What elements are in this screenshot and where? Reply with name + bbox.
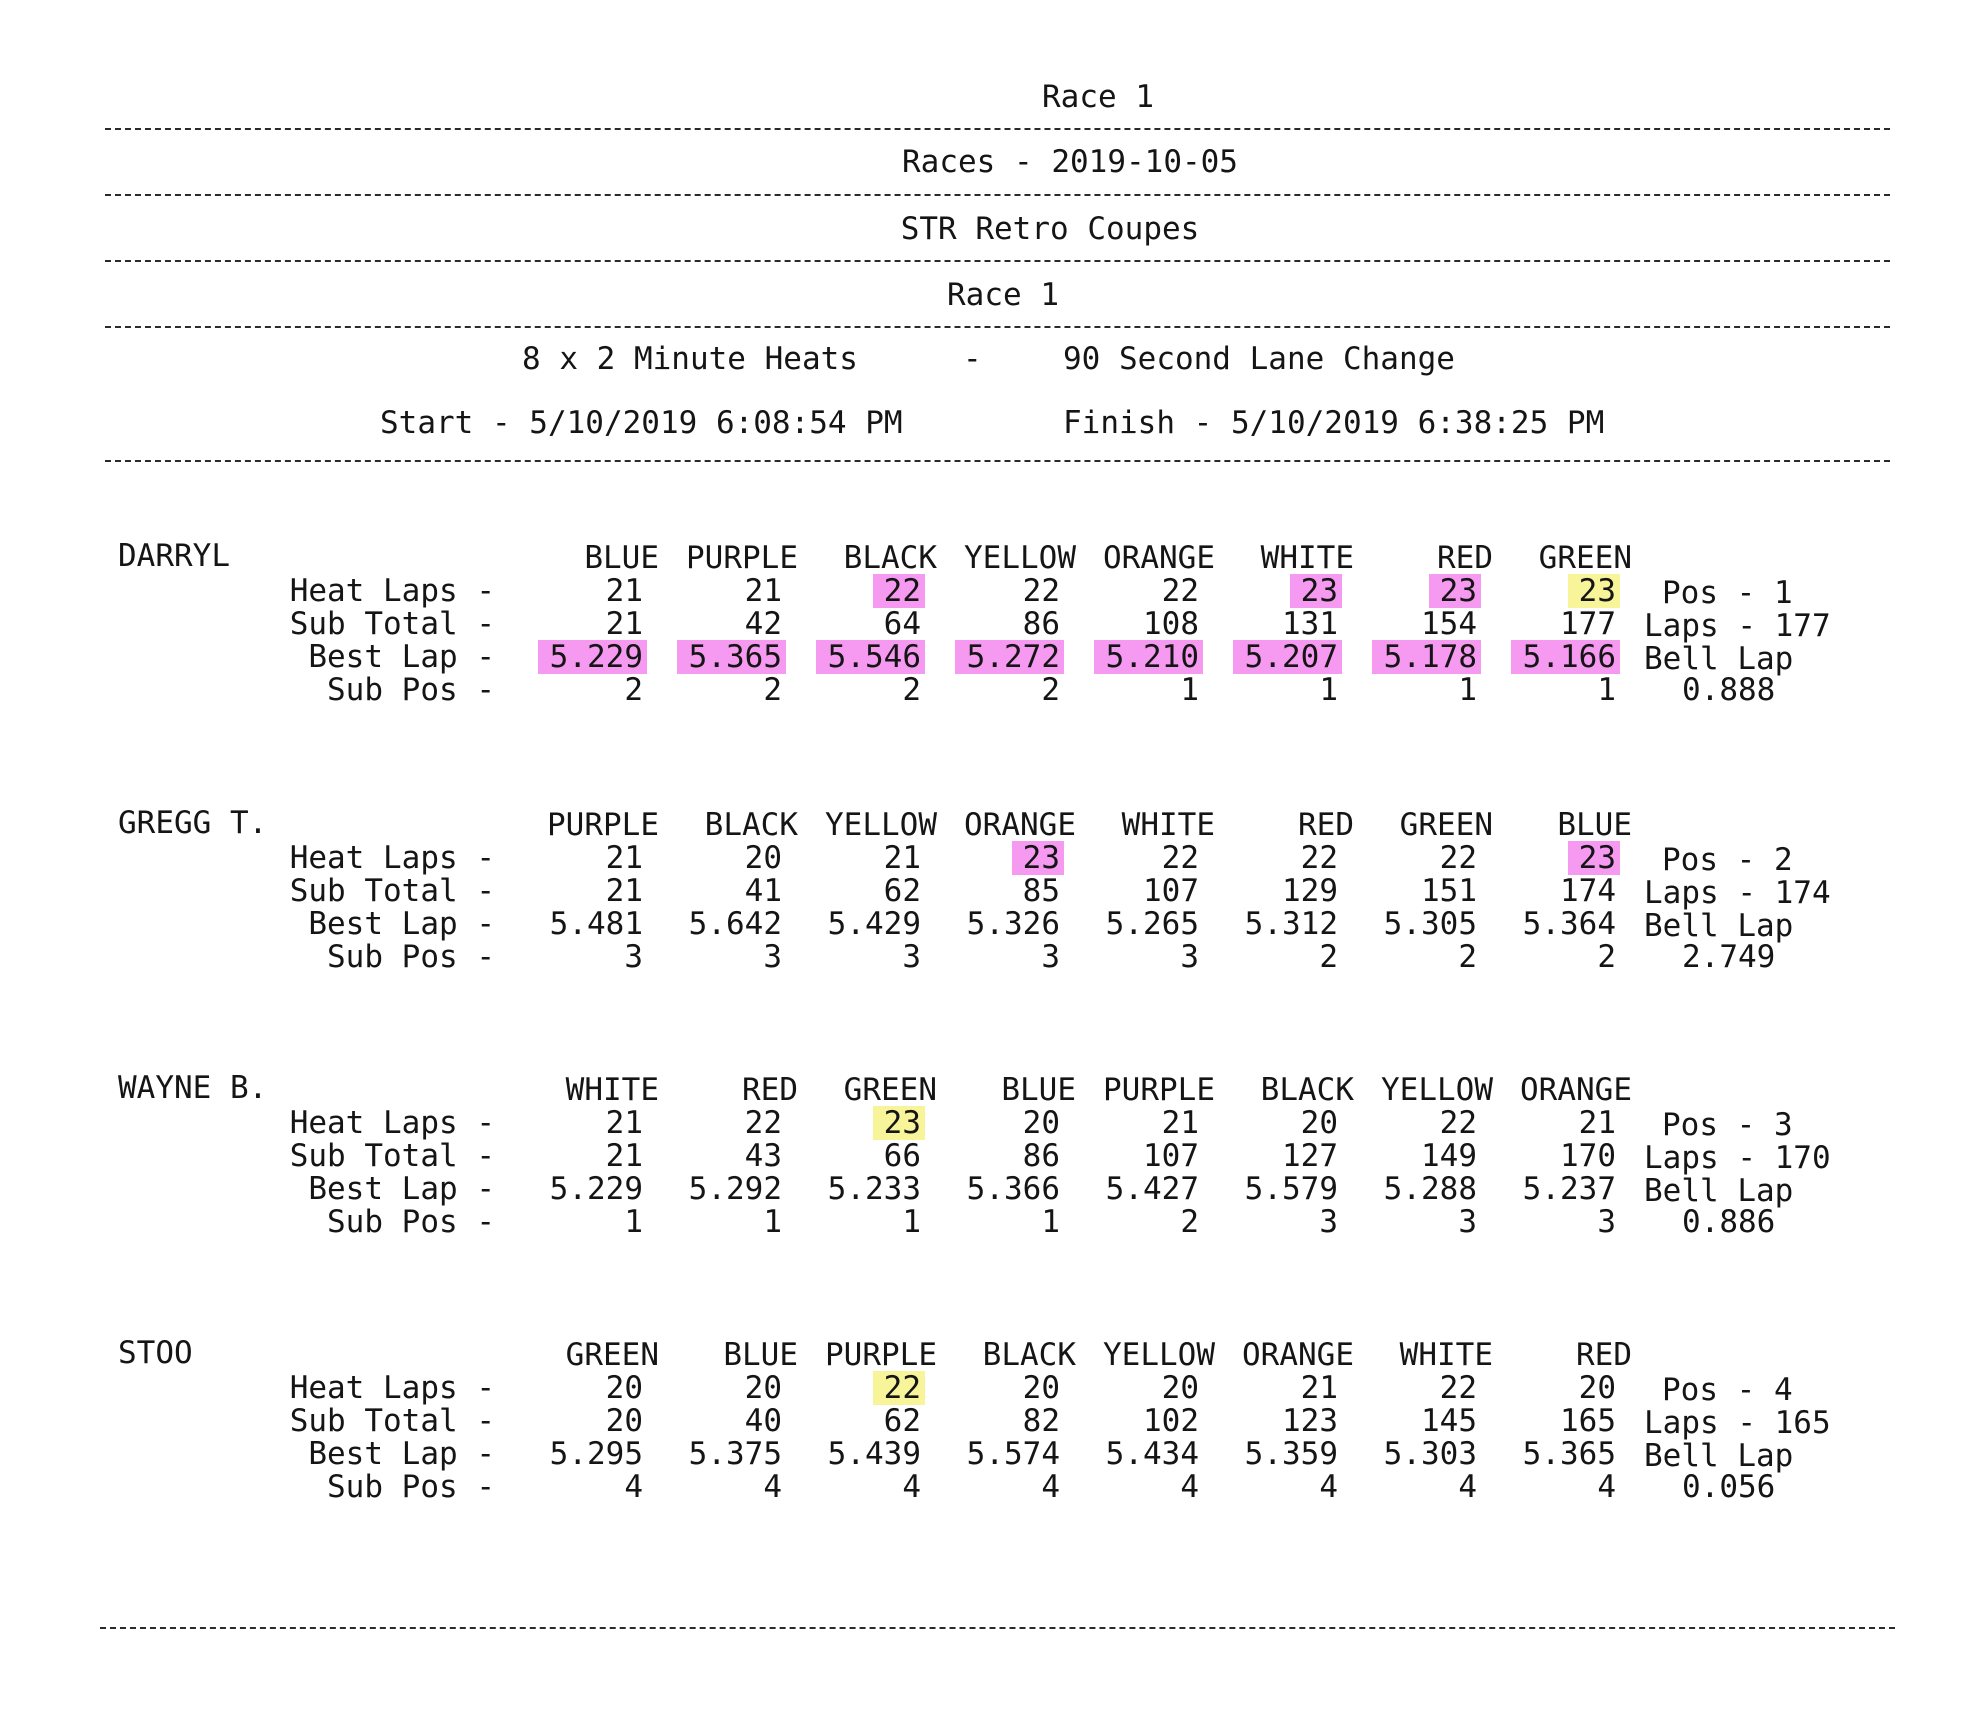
lane-header: WHITE — [1260, 540, 1354, 576]
sub-pos-value: 2 — [1180, 1204, 1199, 1240]
best-lap-value: 5.312 — [1244, 906, 1338, 942]
sub-pos-value: 3 — [1180, 939, 1199, 975]
heat-laps-value: 21 — [605, 1105, 643, 1141]
row-label: Best Lap - — [308, 906, 495, 942]
lane-header: RED — [1576, 1337, 1632, 1373]
lane-header: GREEN — [843, 1072, 937, 1108]
heat-laps-value: 23 — [1578, 573, 1616, 609]
lane-header: BLUE — [1001, 1072, 1076, 1108]
best-lap-value: 5.305 — [1383, 906, 1477, 942]
best-lap-value: 5.229 — [549, 639, 643, 675]
lane-header: ORANGE — [964, 807, 1076, 843]
row-label: Heat Laps - — [289, 1370, 495, 1406]
heat-laps-value: 21 — [1161, 1105, 1199, 1141]
heat-laps-value: 21 — [1578, 1105, 1616, 1141]
sub-pos-value: 1 — [1319, 672, 1338, 708]
heat-laps-value: 20 — [744, 1370, 782, 1406]
lane-header: PURPLE — [825, 1337, 937, 1373]
divider — [105, 326, 1890, 328]
bell-lap-value: 2.749 — [1682, 939, 1776, 975]
best-lap-value: 5.292 — [688, 1171, 782, 1207]
sub-total-value: 107 — [1143, 1138, 1199, 1174]
bell-lap-label: Bell Lap — [1644, 641, 1794, 677]
best-lap-value: 5.210 — [1105, 639, 1199, 675]
sub-total-value: 170 — [1560, 1138, 1616, 1174]
lane-header: RED — [742, 1072, 798, 1108]
best-lap-value: 5.365 — [688, 639, 782, 675]
best-lap-value: 5.326 — [966, 906, 1060, 942]
sub-total-value: 20 — [605, 1403, 643, 1439]
lane-header: ORANGE — [1520, 1072, 1632, 1108]
lane-header: YELLOW — [1103, 1337, 1215, 1373]
lane-header: RED — [1298, 807, 1354, 843]
lane-header: GREEN — [1538, 540, 1632, 576]
lane-change: 90 Second Lane Change — [1063, 341, 1455, 377]
sub-pos-value: 3 — [902, 939, 921, 975]
lane-header: BLACK — [704, 807, 798, 843]
laps-summary: Laps - 165 — [1644, 1405, 1831, 1441]
sub-pos-value: 2 — [763, 672, 782, 708]
best-lap-value: 5.434 — [1105, 1436, 1199, 1472]
bell-lap-label: Bell Lap — [1644, 1173, 1794, 1209]
heat-laps-value: 22 — [883, 1370, 921, 1406]
sub-total-value: 62 — [883, 873, 921, 909]
heat-laps-value: 20 — [605, 1370, 643, 1406]
best-lap-value: 5.207 — [1244, 639, 1338, 675]
lane-header: GREEN — [1399, 807, 1493, 843]
sub-pos-value: 4 — [902, 1469, 921, 1505]
heat-laps-value: 21 — [1300, 1370, 1338, 1406]
best-lap-value: 5.642 — [688, 906, 782, 942]
heat-laps-value: 22 — [744, 1105, 782, 1141]
lane-header: WHITE — [565, 1072, 659, 1108]
sub-pos-value: 1 — [1597, 672, 1616, 708]
sub-pos-value: 2 — [1458, 939, 1477, 975]
lane-header: BLACK — [982, 1337, 1076, 1373]
row-label: Best Lap - — [308, 1171, 495, 1207]
heat-laps-value: 23 — [883, 1105, 921, 1141]
lane-header: ORANGE — [1242, 1337, 1354, 1373]
sub-total-value: 64 — [883, 606, 921, 642]
heat-laps-value: 22 — [1439, 1105, 1477, 1141]
best-lap-value: 5.288 — [1383, 1171, 1477, 1207]
sub-pos-value: 1 — [1458, 672, 1477, 708]
row-label: Sub Total - — [289, 606, 495, 642]
lane-header: ORANGE — [1103, 540, 1215, 576]
heat-laps-value: 22 — [1022, 573, 1060, 609]
sub-pos-value: 1 — [1180, 672, 1199, 708]
bell-lap-label: Bell Lap — [1644, 908, 1794, 944]
best-lap-value: 5.481 — [549, 906, 643, 942]
bell-lap-value: 0.056 — [1682, 1469, 1776, 1505]
lane-header: RED — [1437, 540, 1493, 576]
position-summary: Pos - 1 — [1662, 575, 1793, 611]
sub-pos-value: 4 — [1041, 1469, 1060, 1505]
sub-total-value: 145 — [1421, 1403, 1477, 1439]
sub-total-value: 41 — [744, 873, 782, 909]
row-label: Heat Laps - — [289, 840, 495, 876]
sub-pos-value: 4 — [1597, 1469, 1616, 1505]
heat-laps-value: 22 — [1300, 840, 1338, 876]
best-lap-value: 5.166 — [1522, 639, 1616, 675]
race-format: 8 x 2 Minute Heats — [522, 341, 858, 377]
sub-pos-value: 4 — [624, 1469, 643, 1505]
row-label: Heat Laps - — [289, 573, 495, 609]
start-time: Start - 5/10/2019 6:08:54 PM — [380, 405, 903, 441]
best-lap-value: 5.574 — [966, 1436, 1060, 1472]
row-label: Sub Pos - — [327, 1204, 495, 1240]
sub-total-value: 177 — [1560, 606, 1616, 642]
lane-header: BLACK — [843, 540, 937, 576]
best-lap-value: 5.365 — [1522, 1436, 1616, 1472]
heat-laps-value: 22 — [1161, 573, 1199, 609]
bell-lap-value: 0.886 — [1682, 1204, 1776, 1240]
row-label: Sub Pos - — [327, 1469, 495, 1505]
sub-pos-value: 4 — [1458, 1469, 1477, 1505]
lane-header: YELLOW — [1381, 1072, 1493, 1108]
sub-total-value: 165 — [1560, 1403, 1616, 1439]
sub-total-value: 131 — [1282, 606, 1338, 642]
lane-header: BLUE — [584, 540, 659, 576]
sub-pos-value: 2 — [1319, 939, 1338, 975]
sub-total-value: 21 — [605, 606, 643, 642]
heat-laps-value: 23 — [1578, 840, 1616, 876]
sub-total-value: 107 — [1143, 873, 1199, 909]
lane-header: PURPLE — [686, 540, 798, 576]
row-label: Sub Total - — [289, 1138, 495, 1174]
laps-summary: Laps - 170 — [1644, 1140, 1831, 1176]
best-lap-value: 5.429 — [827, 906, 921, 942]
sub-total-value: 123 — [1282, 1403, 1338, 1439]
sub-pos-value: 1 — [902, 1204, 921, 1240]
heat-laps-value: 21 — [883, 840, 921, 876]
lane-header: PURPLE — [1103, 1072, 1215, 1108]
sub-pos-value: 3 — [1458, 1204, 1477, 1240]
lane-header: WHITE — [1121, 807, 1215, 843]
sub-pos-value: 3 — [763, 939, 782, 975]
sub-pos-value: 2 — [1597, 939, 1616, 975]
best-lap-value: 5.272 — [966, 639, 1060, 675]
sub-total-value: 127 — [1282, 1138, 1338, 1174]
best-lap-value: 5.229 — [549, 1171, 643, 1207]
driver-name: WAYNE B. — [118, 1070, 268, 1106]
row-label: Heat Laps - — [289, 1105, 495, 1141]
report-title: Race 1 — [1042, 79, 1154, 115]
heat-laps-value: 20 — [744, 840, 782, 876]
lane-header: GREEN — [565, 1337, 659, 1373]
driver-name: GREGG T. — [118, 805, 268, 841]
heat-laps-value: 21 — [605, 573, 643, 609]
best-lap-value: 5.295 — [549, 1436, 643, 1472]
sub-pos-value: 2 — [902, 672, 921, 708]
position-summary: Pos - 3 — [1662, 1107, 1793, 1143]
position-summary: Pos - 2 — [1662, 842, 1793, 878]
sub-pos-value: 4 — [763, 1469, 782, 1505]
heat-laps-value: 22 — [1439, 840, 1477, 876]
heat-laps-value: 22 — [1161, 840, 1199, 876]
row-label: Sub Total - — [289, 873, 495, 909]
divider — [100, 1627, 1895, 1629]
race-format-separator: - — [963, 341, 982, 377]
sub-pos-value: 3 — [1041, 939, 1060, 975]
best-lap-value: 5.439 — [827, 1436, 921, 1472]
sub-total-value: 43 — [744, 1138, 782, 1174]
sub-total-value: 62 — [883, 1403, 921, 1439]
best-lap-value: 5.375 — [688, 1436, 782, 1472]
race-name: Race 1 — [947, 277, 1059, 313]
best-lap-value: 5.364 — [1522, 906, 1616, 942]
heat-laps-value: 22 — [883, 573, 921, 609]
sub-total-value: 21 — [605, 1138, 643, 1174]
sub-pos-value: 2 — [1041, 672, 1060, 708]
lane-header: BLUE — [723, 1337, 798, 1373]
driver-name: DARRYL — [118, 538, 230, 574]
best-lap-value: 5.178 — [1383, 639, 1477, 675]
sub-total-value: 66 — [883, 1138, 921, 1174]
best-lap-value: 5.579 — [1244, 1171, 1338, 1207]
lane-header: BLACK — [1260, 1072, 1354, 1108]
laps-summary: Laps - 174 — [1644, 875, 1831, 911]
heat-laps-value: 21 — [605, 840, 643, 876]
sub-total-value: 108 — [1143, 606, 1199, 642]
sub-total-value: 21 — [605, 873, 643, 909]
sub-pos-value: 1 — [1041, 1204, 1060, 1240]
row-label: Best Lap - — [308, 639, 495, 675]
lane-header: WHITE — [1399, 1337, 1493, 1373]
sub-total-value: 129 — [1282, 873, 1338, 909]
sub-pos-value: 4 — [1319, 1469, 1338, 1505]
best-lap-value: 5.265 — [1105, 906, 1199, 942]
sub-pos-value: 3 — [1597, 1204, 1616, 1240]
sub-total-value: 42 — [744, 606, 782, 642]
lane-header: YELLOW — [964, 540, 1076, 576]
class-name: STR Retro Coupes — [900, 211, 1200, 247]
heat-laps-value: 23 — [1300, 573, 1338, 609]
lane-header: PURPLE — [547, 807, 659, 843]
sub-total-value: 102 — [1143, 1403, 1199, 1439]
best-lap-value: 5.303 — [1383, 1436, 1477, 1472]
sub-total-value: 154 — [1421, 606, 1477, 642]
best-lap-value: 5.366 — [966, 1171, 1060, 1207]
sub-total-value: 149 — [1421, 1138, 1477, 1174]
sub-pos-value: 3 — [624, 939, 643, 975]
best-lap-value: 5.237 — [1522, 1171, 1616, 1207]
row-label: Sub Total - — [289, 1403, 495, 1439]
sub-total-value: 85 — [1022, 873, 1060, 909]
heat-laps-value: 22 — [1439, 1370, 1477, 1406]
sub-pos-value: 2 — [624, 672, 643, 708]
sub-pos-value: 3 — [1319, 1204, 1338, 1240]
sub-pos-value: 4 — [1180, 1469, 1199, 1505]
heat-laps-value: 20 — [1161, 1370, 1199, 1406]
divider — [105, 460, 1890, 462]
divider — [105, 260, 1890, 262]
best-lap-value: 5.546 — [827, 639, 921, 675]
heat-laps-value: 20 — [1300, 1105, 1338, 1141]
lane-header: BLUE — [1557, 807, 1632, 843]
races-date: Races - 2019-10-05 — [902, 144, 1238, 180]
row-label: Sub Pos - — [327, 672, 495, 708]
bell-lap-label: Bell Lap — [1644, 1438, 1794, 1474]
sub-total-value: 86 — [1022, 1138, 1060, 1174]
driver-name: STOO — [118, 1335, 193, 1371]
sub-pos-value: 1 — [763, 1204, 782, 1240]
sub-total-value: 82 — [1022, 1403, 1060, 1439]
best-lap-value: 5.233 — [827, 1171, 921, 1207]
heat-laps-value: 20 — [1022, 1105, 1060, 1141]
heat-laps-value: 20 — [1022, 1370, 1060, 1406]
sub-total-value: 40 — [744, 1403, 782, 1439]
lane-header: YELLOW — [825, 807, 937, 843]
sub-total-value: 86 — [1022, 606, 1060, 642]
sub-total-value: 151 — [1421, 873, 1477, 909]
heat-laps-value: 21 — [744, 573, 782, 609]
sub-pos-value: 1 — [624, 1204, 643, 1240]
laps-summary: Laps - 177 — [1644, 608, 1831, 644]
row-label: Sub Pos - — [327, 939, 495, 975]
heat-laps-value: 23 — [1022, 840, 1060, 876]
sub-total-value: 174 — [1560, 873, 1616, 909]
position-summary: Pos - 4 — [1662, 1372, 1793, 1408]
best-lap-value: 5.427 — [1105, 1171, 1199, 1207]
divider — [105, 128, 1890, 130]
finish-time: Finish - 5/10/2019 6:38:25 PM — [1063, 405, 1605, 441]
divider — [105, 194, 1890, 196]
heat-laps-value: 23 — [1439, 573, 1477, 609]
row-label: Best Lap - — [308, 1436, 495, 1472]
bell-lap-value: 0.888 — [1682, 672, 1776, 708]
heat-laps-value: 20 — [1578, 1370, 1616, 1406]
best-lap-value: 5.359 — [1244, 1436, 1338, 1472]
